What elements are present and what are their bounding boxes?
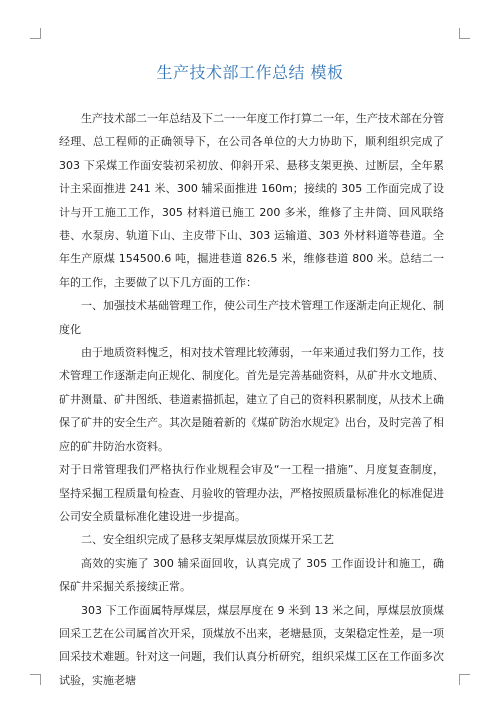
page-corner-mark-top-left bbox=[30, 28, 41, 39]
paragraph-technical-management: 由于地质资料愧乏，相对技术管理比较薄弱，一年来通过我们努力工作，技术管理工作逐渐走向正规化、制度化。首先是完善基础资料，从矿井水文地质、矿井测量、矿井图纸、巷道素描抓起，建立了自己的资料积累制度，从技术上确保了矿井的安全生产。其次是随着新的《煤矿防治水规定》出台，及时完善了相应的矿井防治水资料。 bbox=[59, 346, 444, 453]
paragraph-303-face: 303 下工作面属特厚煤层，煤层厚度在 9 米到 13 米之间，厚煤层放顶煤回采工艺在公司属首次开采，顶煤放不出来，老塘悬顶，支架稳定性差，是一项回采技术难题。针对这一问题，我们认真分析研究，组织采煤工区在工作面多次试验，实施老塘 bbox=[59, 603, 444, 687]
paragraph-daily-management: 对于日常管理我们严格执行作业规程会审及“一工程一措施”、月度复查制度，坚持采掘工程质量旬检查、月验收的管理办法，严格按照质量标准化的标准促进公司安全质量标准化建设进一步提高。 bbox=[59, 463, 444, 523]
paragraph-recovery: 高效的实施了 300 辅采面回收，认真完成了 305 工作面设计和施工，确保矿井采掘关系接续正常。 bbox=[59, 556, 444, 594]
section-heading-1: 一、加强技术基础管理工作，使公司生产技术管理工作逐渐走向正规化、制度化 bbox=[59, 299, 444, 336]
paragraph-intro: 生产技术部二一年总结及下二一一年度工作打算二一年，生产技术部在分管经理、总工程师的正确领导下，在公司各单位的大力协助下，顺利组织完成了 303 下采煤工作面安装初采初放、仰斜开采、悬移支架更换、过断层，全年累计主采面推进 241 米、300 辅采面推进 160m；接续的 305 工作面完成了设计与开工施工工作，305 材料道已施工 200 多米，维修了主井筒、回风联络巷、水泵房、轨道下山、主皮带下山、303 运输道、303 外材料道等巷道。全年生产原煤 154500.6 吨，掘进巷道 826.5 米，维修巷道 800 米。总结二一年的工作，主要做了以下几方面的工作： bbox=[59, 112, 444, 289]
page-corner-mark-bottom-right bbox=[459, 674, 470, 685]
page-corner-mark-bottom-left bbox=[30, 674, 41, 685]
document-title: 生产技术部工作总结 模板 bbox=[156, 63, 344, 82]
section-heading-2: 二、安全组织完成了悬移支架厚煤层放顶煤开采工艺 bbox=[81, 533, 334, 547]
document-body bbox=[59, 107, 444, 692]
page-corner-mark-top-right bbox=[459, 28, 470, 39]
